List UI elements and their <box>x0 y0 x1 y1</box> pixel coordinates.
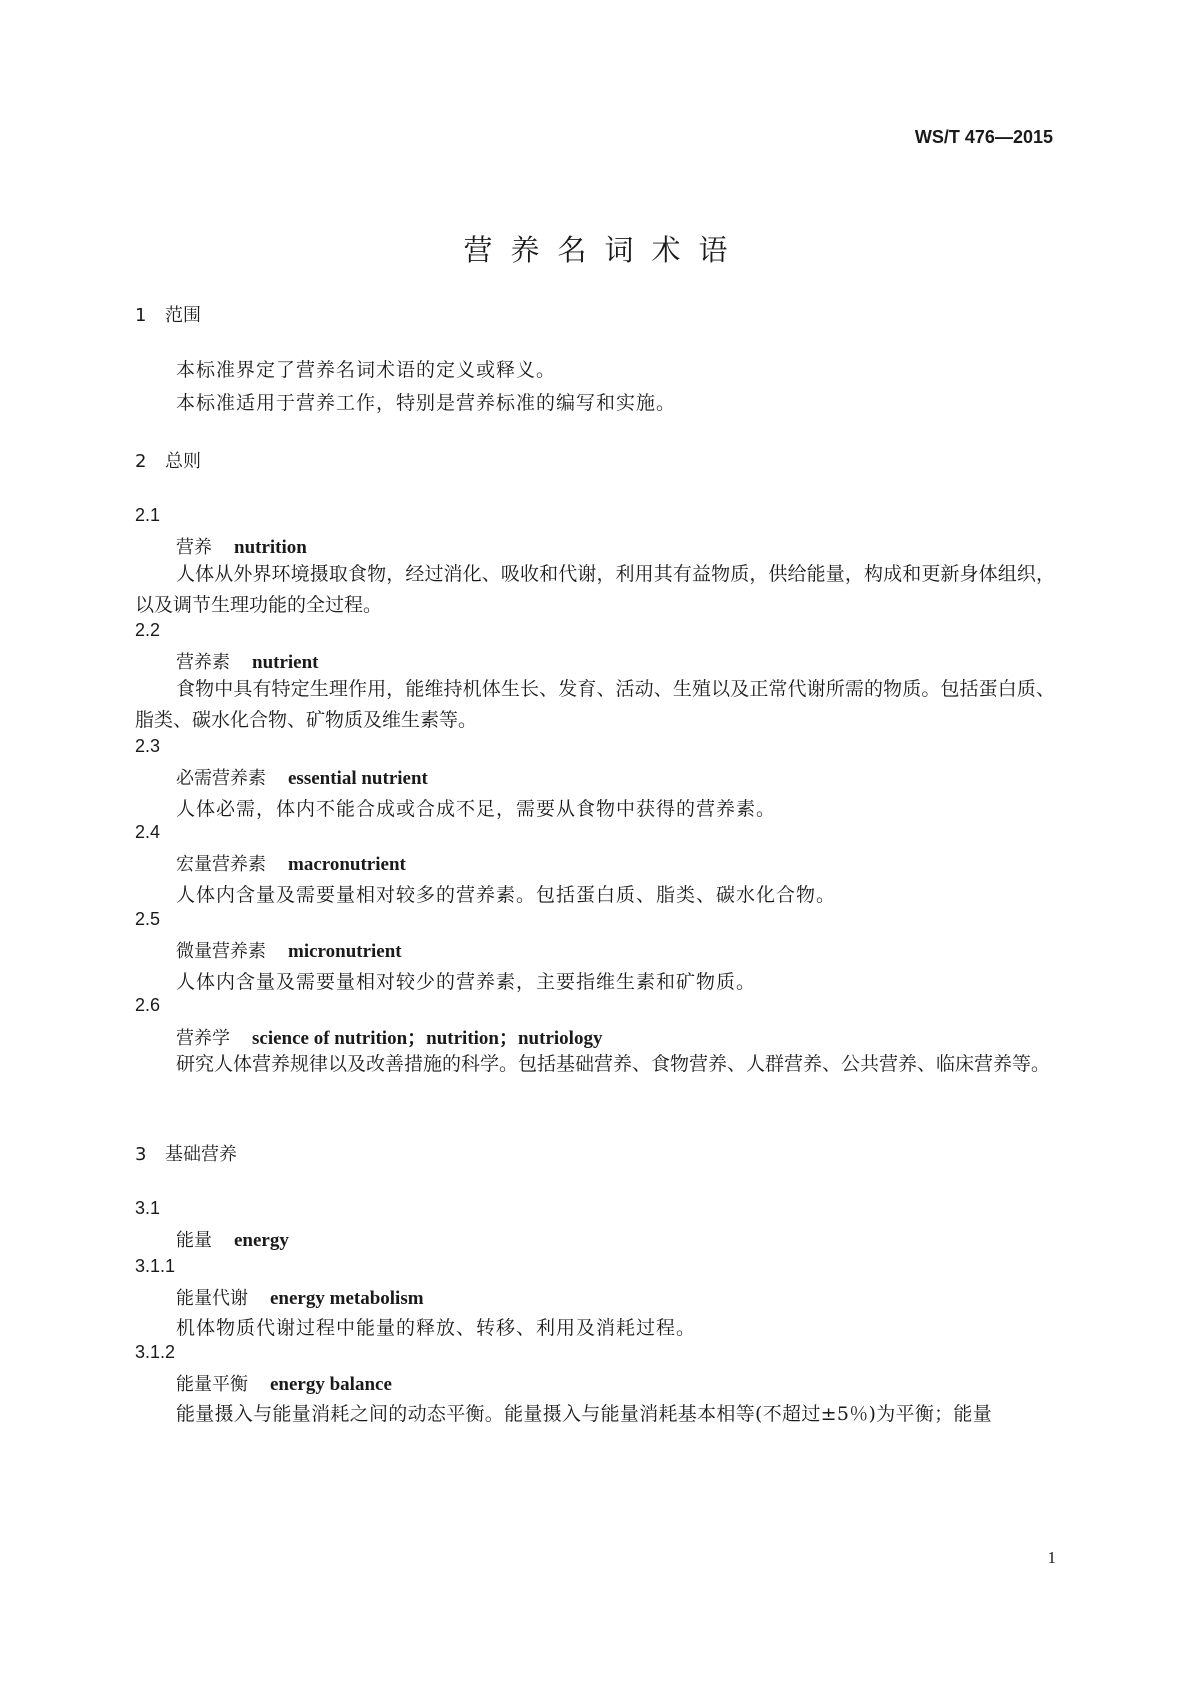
section-1-heading <box>135 301 201 327</box>
term-zh: 能量代谢 <box>176 1288 248 1309</box>
term-en: energy <box>234 1230 289 1251</box>
section-title: 基础营养 <box>165 1144 237 1165</box>
term-zh: 微量营养素 <box>176 941 266 962</box>
section-2-heading <box>135 447 201 473</box>
term-en: science of nutrition；nutrition；nutriology <box>252 1028 603 1049</box>
section-title: 总则 <box>165 451 201 472</box>
term-en: energy metabolism <box>270 1288 424 1309</box>
term-en: essential nutrient <box>288 768 428 789</box>
entry-number: 2.5 <box>135 909 161 929</box>
section-3-heading <box>135 1140 237 1166</box>
page-number: 1 <box>1047 1548 1056 1567</box>
term-en: macronutrient <box>288 854 406 875</box>
entry-number: 3.1 <box>135 1198 161 1218</box>
term-definition: 人体内含量及需要量相对较少的营养素，主要指维生素和矿物质。 <box>176 971 757 993</box>
entry-number: 3.1.1 <box>135 1256 176 1276</box>
term-heading <box>176 1023 602 1050</box>
entry-number: 3.1.2 <box>135 1342 176 1362</box>
term-zh: 营养 <box>176 537 212 558</box>
term-en: micronutrient <box>288 941 402 962</box>
scope-paragraph-1: 本标准界定了营养名词术语的定义或释义。 <box>176 359 557 381</box>
term-zh: 营养素 <box>176 652 230 673</box>
term-definition: 人体从外界环境摄取食物，经过消化、吸收和代谢，利用其有益物质，供给能量，构成和更新身体组织，以及调节生理功能的全过程。 <box>135 563 1055 616</box>
term-definition: 人体内含量及需要量相对较多的营养素。包括蛋白质、脂类、碳水化合物。 <box>176 884 837 906</box>
standard-code: WS/T 476—2015 <box>914 127 1053 147</box>
section-number: 2 <box>135 451 147 472</box>
entry-number: 2.3 <box>135 736 161 756</box>
term-zh: 能量 <box>176 1230 212 1251</box>
section-number: 3 <box>135 1144 147 1165</box>
term-heading <box>176 850 406 876</box>
term-zh: 宏量营养素 <box>176 854 266 875</box>
document-title: 营养名词术语 <box>463 233 746 267</box>
section-title: 范围 <box>165 305 201 326</box>
term-heading <box>176 1284 424 1310</box>
scope-paragraph-2: 本标准适用于营养工作，特别是营养标准的编写和实施。 <box>176 392 677 414</box>
term-definition: 机体物质代谢过程中能量的释放、转移、利用及消耗过程。 <box>176 1317 697 1339</box>
term-zh: 能量平衡 <box>176 1374 248 1395</box>
term-zh: 营养学 <box>176 1028 230 1049</box>
entry-number: 2.2 <box>135 620 161 640</box>
term-heading <box>176 1226 289 1252</box>
entry-number: 2.6 <box>135 995 161 1015</box>
term-en: nutrient <box>252 652 319 673</box>
entry-number: 2.1 <box>135 505 161 525</box>
term-en: nutrition <box>234 537 307 558</box>
term-definition: 食物中具有特定生理作用，能维持机体生长、发育、活动、生殖以及正常代谢所需的物质。包括蛋白质、脂类、碳水化合物、矿物质及维生素等。 <box>135 678 1055 731</box>
term-heading <box>176 1370 392 1396</box>
term-definition: 人体必需，体内不能合成或合成不足，需要从食物中获得的营养素。 <box>176 798 777 820</box>
term-en: energy balance <box>270 1374 392 1395</box>
term-heading <box>176 937 402 963</box>
term-heading <box>176 764 428 790</box>
entry-number: 2.4 <box>135 822 161 842</box>
term-definition: 研究人体营养规律以及改善措施的科学。包括基础营养、食物营养、人群营养、公共营养、临床营养等。 <box>176 1053 1051 1075</box>
term-heading <box>176 533 307 559</box>
term-heading <box>176 648 319 674</box>
section-number: 1 <box>135 305 147 326</box>
term-definition: 能量摄入与能量消耗之间的动态平衡。能量摄入与能量消耗基本相等(不超过±5％)为平衡；能量 <box>176 1403 993 1425</box>
term-zh: 必需营养素 <box>176 768 266 789</box>
